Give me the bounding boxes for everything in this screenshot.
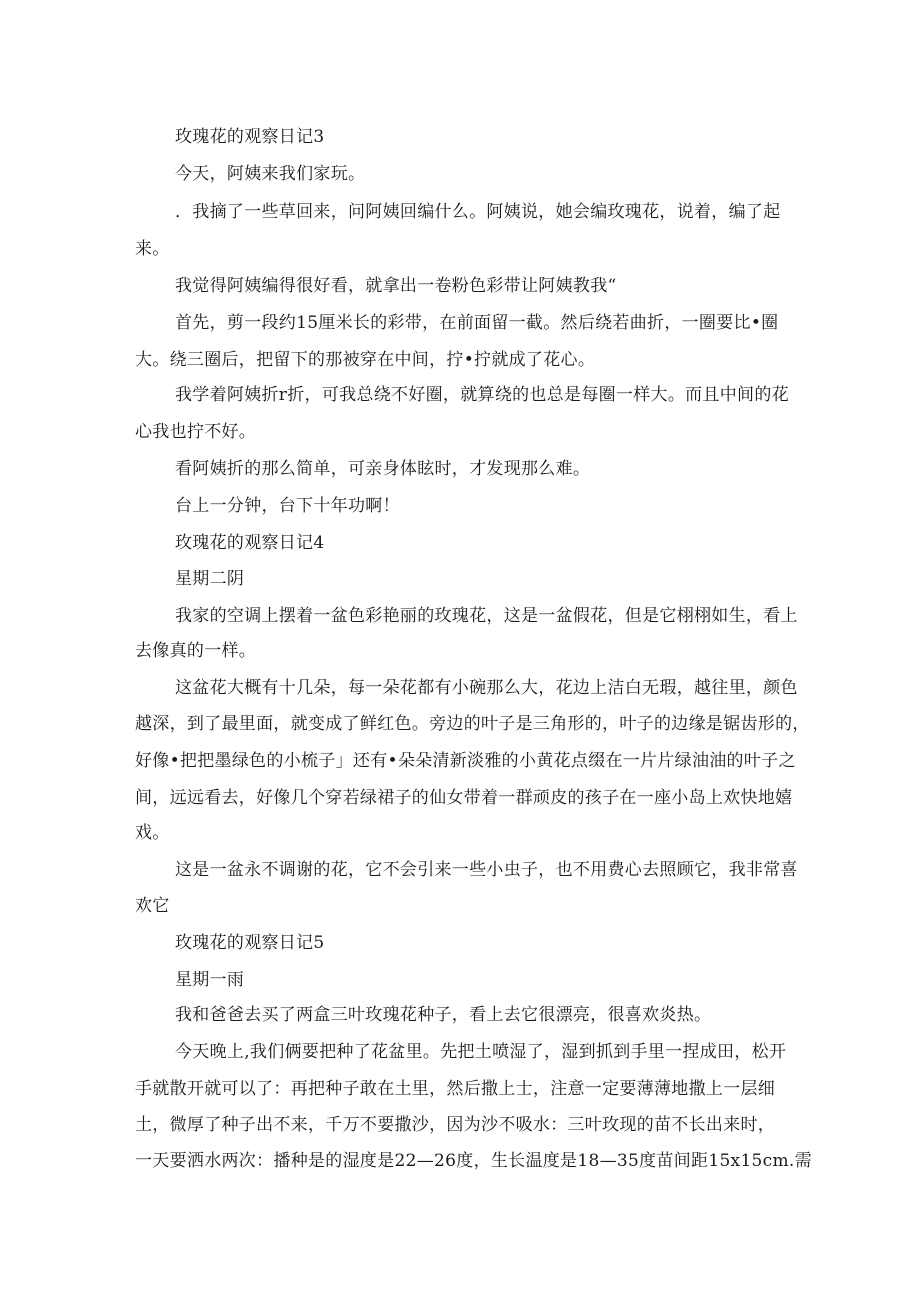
- section-title-diary-3: 玫瑰花的观察日记3: [175, 127, 325, 147]
- date-weather-line: 星期一雨: [175, 970, 245, 990]
- paragraph-line: 欢它: [135, 896, 170, 916]
- paragraph-line: 好像•把把墨绿色的小梳子」还有•朵朵清新淡雅的小黄花点缀在一片片绿油油的叶子之: [135, 751, 796, 771]
- paragraph-line: 我学着阿姨折r折，可我总绕不好圈，就算绕的也总是每圈一样大。而且中间的花: [175, 385, 789, 405]
- paragraph-line: 这是一盆永不调谢的花，它不会引来一些小虫子，也不用费心去照顾它，我非常喜: [175, 860, 798, 880]
- paragraph-line: 台上一分钟，台下十年功啊！: [175, 496, 400, 516]
- paragraph-line: 来。: [135, 239, 170, 259]
- paragraph-line: 戏。: [135, 823, 170, 843]
- section-title-diary-5: 玫瑰花的观察日记5: [175, 933, 325, 953]
- paragraph-line: 这盆花大概有十几朵，每一朵花都有小碗那么大，花边上洁白无瑕，越往里，颜色: [175, 678, 798, 698]
- paragraph-line: 今天晚上,我们俩要把种了花盆里。先把土喷湿了，湿到抓到手里一捏成田，松开: [175, 1042, 787, 1062]
- paragraph-line: 手就散开就可以了：再把种子敢在土里，然后撒上士，注意一定要薄薄地撒上一层细: [135, 1079, 776, 1099]
- date-weather-line: 星期二阴: [175, 569, 245, 589]
- paragraph-line: 一天要洒水两次：播种是的湿度是22—26度，生长温度是18—35度苗间距15x15cm.需: [135, 1151, 812, 1171]
- paragraph-line: 越深，到了最里面，就变成了鲜红色。旁边的叶子是三角形的，叶子的边缘是锯齿形的，: [135, 714, 810, 734]
- paragraph-line: 去像真的一样。: [135, 641, 257, 661]
- section-title-diary-4: 玫瑰花的观察日记4: [175, 533, 325, 553]
- paragraph-line: 今天，阿姨来我们家玩。: [175, 164, 366, 184]
- paragraph-line: 看阿姨折的那么简单，可亲身体眩时，才发现那么难。: [175, 459, 591, 479]
- paragraph-line: 我家的空调上摆着一盆色彩艳丽的玫瑰花，这是一盆假花，但是它栩栩如生，看上: [175, 606, 798, 626]
- paragraph-line: 我和爸爸去买了两盒三叶玫瑰花种子，看上去它很漂亮，很喜欢炎热。: [175, 1005, 712, 1025]
- paragraph-line: ．我摘了一些草回来，问阿姨回编什么。阿姨说，她会编玫瑰花，说着，编了起: [175, 202, 781, 222]
- paragraph-line: 土，微厚了种子出不来，千万不要撒沙，因为沙不吸水：三叶玫现的苗不长出来时，: [135, 1115, 776, 1135]
- paragraph-line: 首先，剪一段约15厘米长的彩带，在前面留一截。然后绕若曲折，一圈要比•圈: [175, 313, 779, 333]
- paragraph-line: 间，远远看去，好像几个穿若绿裙子的仙女带着一群顽皮的孩子在一座小岛上欢快地嬉: [135, 788, 793, 808]
- paragraph-line: 我觉得阿姨编得很好看，就拿出一卷粉色彩带让阿姨教我“: [175, 276, 617, 296]
- paragraph-line: 大。绕三圈后，把留下的那被穿在中间，拧•拧就成了花心。: [135, 350, 596, 370]
- paragraph-line: 心我也拧不好。: [135, 422, 257, 442]
